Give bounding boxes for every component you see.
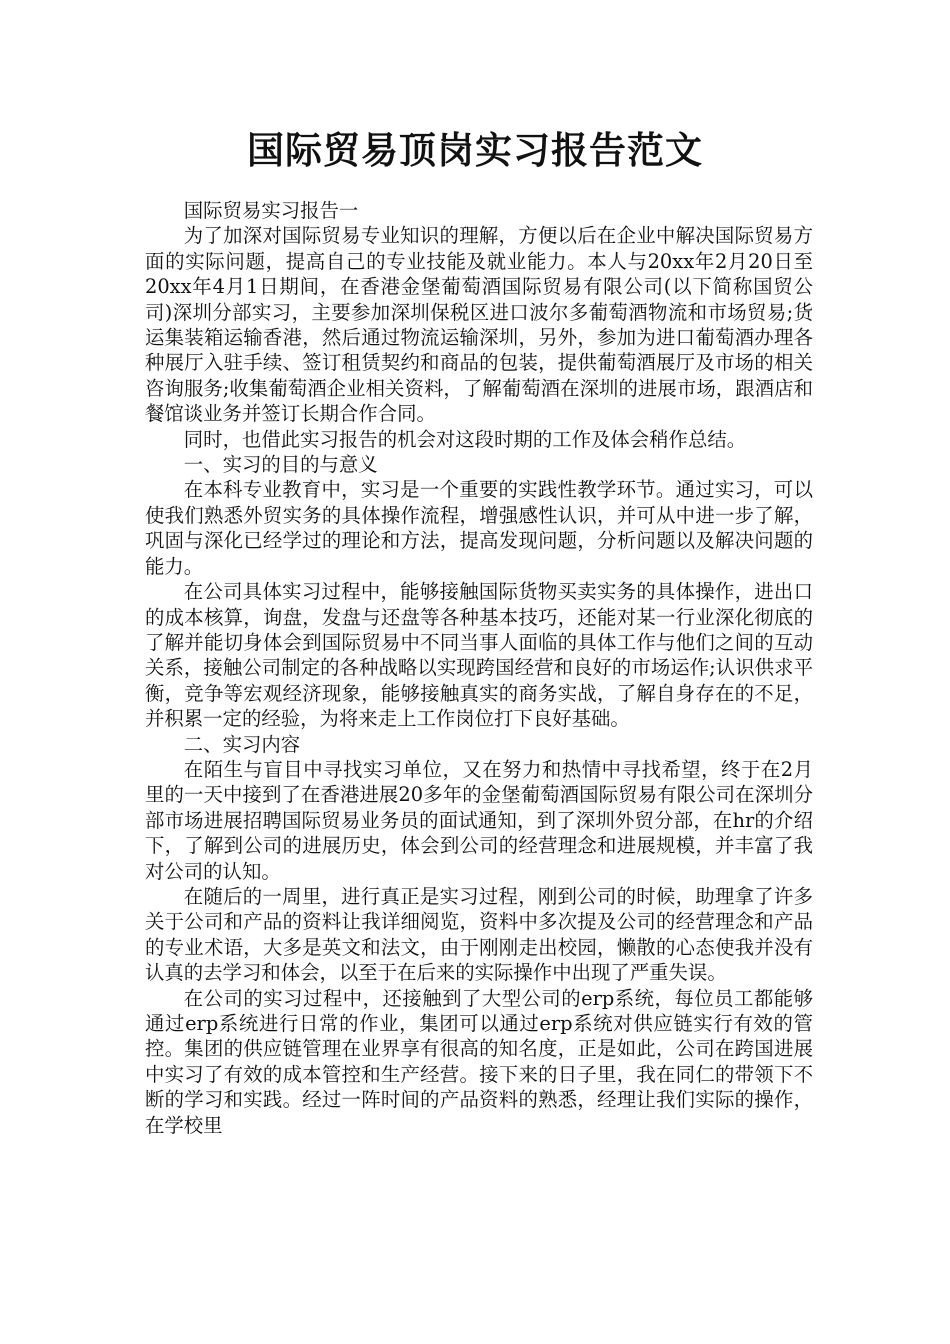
paragraph-report-heading: 国际贸易实习报告一 [183,199,359,222]
paragraph-content-1: 在陌生与盲目中寻找实习单位，又在努力和热情中寻找希望，终于在2月里的一天中接到了在香港进展20多年的金堡葡萄酒国际贸易有限公司在深圳分部市场进展招聘国际贸易业务员的面试通知，到了深圳外贸分部，在hr的介绍下，了解到公司的进展历史，体会到公司的经营理念和进展规模，并丰富了我对公司的认知。 [145,757,813,883]
document-body [145,198,813,1138]
paragraph-content-2: 在随后的一周里，进行真正是实习过程，刚到公司的时候，助理拿了许多关于公司和产品的资料让我详细阅览，资料中多次提及公司的经营理念和产品的专业术语，大多是英文和法文，由于刚刚走出校园，懒散的心态使我并没有认真的去学习和体会，以至于在后来的实际操作中出现了严重失误。 [145,884,813,985]
paragraph-purpose-1: 在本科专业教育中，实习是一个重要的实践性教学环节。通过实习，可以使我们熟悉外贸实务的具体操作流程，增强感性认识，并可从中进一步了解，巩固与深化已经学过的理论和方法，提高发现问题，分析问题以及解决问题的能力。 [145,478,813,578]
paragraph-intro: 为了加深对国际贸易专业知识的理解，方便以后在企业中解决国际贸易方面的实际问题，提高自己的专业技能及就业能力。本人与20xx年2月20日至20xx年4月1日期间，在香港金堡葡萄酒国际贸易有限公司(以下简称国贸公司)深圳分部实习，主要参加深圳保税区进口波尔多葡萄酒物流和市场贸易;货运集装箱运输香港，然后通过物流运输深圳，另外，参加为进口葡萄酒办理各种展厅入驻手续、签订租赁契约和商品的包装，提供葡萄酒展厅及市场的相关咨询服务;收集葡萄酒企业相关资料，了解葡萄酒在深圳的进展市场，跟酒店和餐馆谈业务并签订长期合作合同。 [145,224,813,426]
document-title: 国际贸易顶岗实习报告范文 [247,129,703,172]
section-heading-content: 二、实习内容 [183,732,301,756]
paragraph-content-3: 在公司的实习过程中，还接触到了大型公司的erp系统，每位员工都能够通过erp系统进行日常的作业，集团可以通过erp系统对供应链实行有效的管控。集团的供应链管理在业界享有很高的知名度，正是如此，公司在跨国进展中实习了有效的成本管控和生产经营。接下来的日子里，我在同仁的带领下不断的学习和实践。经过一阵时间的产品资料的熟悉，经理让我们实际的操作，在学校里 [145,986,813,1137]
paragraph-summary-note: 同时，也借此实习报告的机会对这段时期的工作及体会稍作总结。 [183,427,747,451]
paragraph-purpose-2: 在公司具体实习过程中，能够接触国际货物买卖实务的具体操作，进出口的成本核算，询盘，发盘与还盘等各种基本技巧，还能对某一行业深化彻底的了解并能切身体会到国际贸易中不同当事人面临的具体工作与他们之间的互动关系，接触公司制定的各种战略以实现跨国经营和良好的市场运作;认识供求平衡，竞争等宏观经济现象，能够接触真实的商务实战，了解自身存在的不足，并积累一定的经验，为将来走上工作岗位打下良好基础。 [145,580,813,731]
section-heading-purpose: 一、实习的目的与意义 [183,453,378,477]
